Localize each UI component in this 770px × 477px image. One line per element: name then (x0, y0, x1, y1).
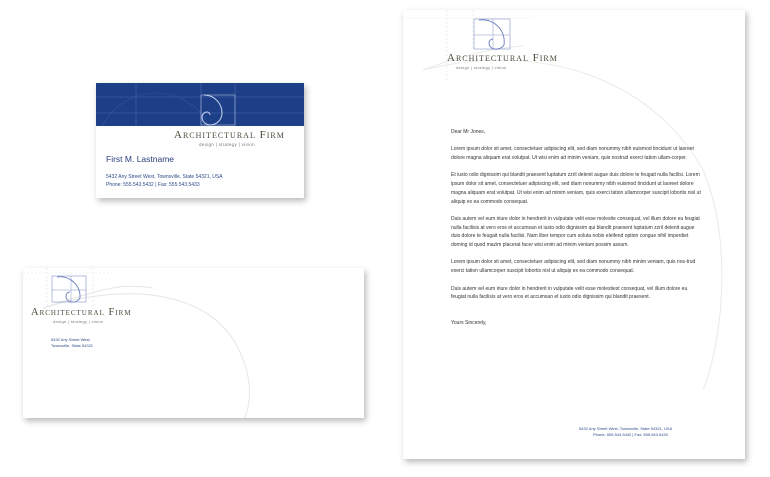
envelope-address-line2: Townsville, State 54321 (51, 343, 94, 348)
card-person-name: First M. Lastname (106, 154, 175, 164)
letterhead-tagline: design | strategy | vision (456, 65, 507, 70)
letter-paragraph: Lorem ipsum dolor sit amet, consectetuer adipiscing elit, sed diam nonummy nibh euismod tincidunt ut laoreet dolore magna aliquam erat volutpat. Ut wisi enim ad minim veniam, quis nostrud exerci tation ullam-corper. (451, 146, 694, 162)
letter-paragraph: Duis autem vel eum iriure dolor in hendrerit in vulputate velit esse molestie consequat, vel illum dolore eu feugiat nulla facilisis at vero eros et accumsan et iusto odio dignissim qui blandit praesent luptatum zzril delenit augue duis dolore te feugait nulla facilisi. Nam liber tempor cum soluta nobis eleifend option congue nihil imperdiet doming id quod mazim placerat facer wisi enim ad minim veniam possim assum. (451, 215, 700, 249)
envelope-address-line1: 5432 Any Street West (51, 337, 90, 342)
letterhead-firm-name: Architectural Firm (447, 52, 558, 64)
golden-spiral-icon (96, 83, 304, 126)
letter-paragraph: Lorem ipsum dolor sit amet, consectetuer adipiscing elit, sed diam nonummy nibh minim veniam, quis nos-trud exerci tation ullamcorper suscipit lobortis nisl ut aliquip ex ea commodo consequat. (451, 259, 696, 275)
letter-salutation: Dear Mr Jones, (451, 129, 486, 135)
letter-paragraph: Et iusto odio dignissim qui blandit praesent luptatum zzril delenit augue duis dolore te feugait nulla facilisi. Lorem ipsum dolor sit amet, consectetuer adipiscing elit, sed diam nonummy nibh euismod tincidunt ut laoreet dolore magna aliquam erat volutpat. Ut wisi enim ad minim veniam, quis exerci tation ullamcorper suscipit lobortis nisl ut aliquip ex ea commodo consequat. (451, 172, 701, 205)
card-firm-name: Architectural Firm (174, 129, 285, 141)
envelope (23, 268, 364, 418)
card-tagline: design | strategy | vision (199, 142, 255, 147)
letterhead (403, 10, 745, 459)
letterhead-footer-phones: Phone: 555.543.5432 | Fax: 555.543.5433 (593, 432, 668, 437)
card-phones: Phone: 555.543.5432 | Fax: 555.543.5433 (106, 182, 200, 188)
letterhead-footer-address: 5432 Any Street West, Townsville, State 54321, USA (579, 426, 673, 431)
letter-body (451, 128, 701, 336)
envelope-tagline: design | strategy | vision (53, 319, 104, 324)
letter-closing: Yours Sincerely, (451, 319, 487, 326)
golden-spiral-icon (474, 19, 510, 49)
letter-paragraph: Duis autem vel eum iriure dolor in hendrerit in vulputate velit esse molestiest consequat, vel illum dolore eu feugiat nulla facilisis at vero eros et accumsan et iusto odio dignissim qui blandit praesent. (451, 285, 688, 301)
business-card (96, 83, 304, 198)
card-blue-band (96, 83, 304, 126)
card-address: 5432 Any Street West, Townsville, State 54321, USA (106, 174, 223, 180)
envelope-firm-name: Architectural Firm (31, 307, 132, 318)
